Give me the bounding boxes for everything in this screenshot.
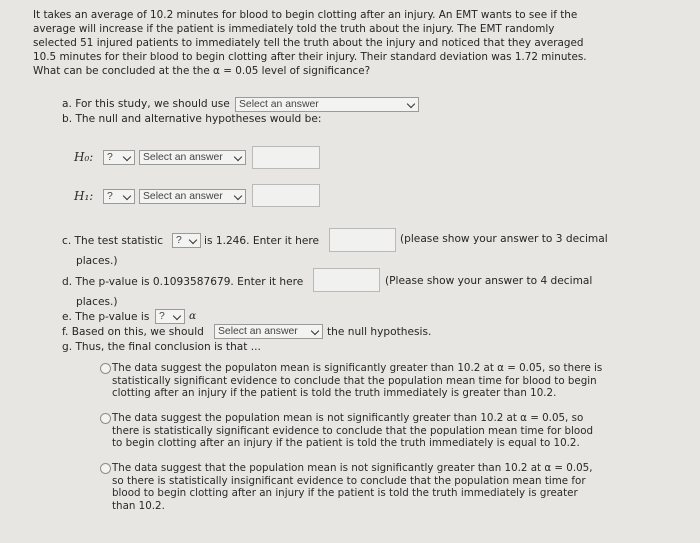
h1-parameter-select[interactable]: [139, 189, 246, 204]
problem-line: 10.5 minutes for their blood to begin clotting after their injury. Their standard deviation was 1.72 minutes.: [33, 51, 587, 63]
p-value-compare-select[interactable]: [155, 309, 185, 324]
select-value: ?: [107, 191, 113, 202]
part-c-label: c. The test statistic: [62, 235, 164, 247]
part-d-note: (Please show your answer to 4 decimal: [385, 275, 593, 287]
select-value: Select an answer: [218, 326, 298, 337]
part-f-suffix: the null hypothesis.: [327, 326, 432, 338]
option-line: clotting after an injury if the patient is told the truth immediately is greater than 10.2.: [112, 387, 557, 400]
problem-line: average will increase if the patient is immediately told the truth about the injury. The EMT randomly: [33, 23, 555, 35]
option-line: to begin clotting after an injury if the patient is told the truth immediately is equal to 10.2.: [112, 437, 580, 450]
select-value: ?: [107, 152, 113, 163]
conclusion-radio-2[interactable]: [100, 413, 111, 424]
part-a-label: a. For this study, we should use: [62, 98, 230, 110]
option-line: than 10.2.: [112, 499, 165, 512]
chevron-down-icon: [173, 312, 181, 320]
chevron-down-icon: [234, 192, 242, 200]
problem-line: selected 51 injured patients to immediately tell the truth about the injury and noticed that they averaged: [33, 37, 584, 49]
test-type-select[interactable]: [235, 97, 419, 112]
chevron-down-icon: [123, 192, 131, 200]
option-line: The data suggest the population mean is not significantly greater than 10.2 at α = 0.05, so: [112, 412, 584, 424]
option-line: blood to begin clotting after an injury if the patient is told the truth immediately is greater: [112, 487, 578, 500]
option-line: so there is statistically insignificant evidence to conclude that the population mean time for: [112, 474, 586, 487]
part-g-label: g. Thus, the final conclusion is that ...: [62, 341, 261, 353]
option-line: The data suggest the populaton mean is significantly greater than 10.2 at α = 0.05, so there is: [112, 362, 603, 374]
select-value: ?: [159, 311, 165, 322]
chevron-down-icon: [123, 153, 131, 161]
conclusion-option-1[interactable]: [112, 362, 632, 400]
h1-operator-select[interactable]: [103, 189, 135, 204]
part-b-label: b. The null and alternative hypotheses would be:: [62, 113, 322, 125]
conclusion-radio-3[interactable]: [100, 463, 111, 474]
part-e-label: e. The p-value is: [62, 311, 150, 323]
select-value: Select an answer: [143, 152, 223, 163]
part-c-note-cont: places.): [76, 255, 118, 267]
h0-operator-select[interactable]: [103, 150, 135, 165]
part-c-text: is 1.246. Enter it here: [204, 235, 320, 247]
h1-value-input[interactable]: [252, 184, 320, 207]
select-value: ?: [176, 235, 182, 246]
part-d-label: d. The p-value is 0.1093587679. Enter it here: [62, 276, 304, 288]
test-statistic-input[interactable]: [329, 228, 396, 252]
option-line: The data suggest that the population mean is not significantly greater than 10.2 at α = 0.05,: [112, 462, 593, 474]
chevron-down-icon: [311, 327, 319, 335]
conclusion-radio-1[interactable]: [100, 363, 111, 374]
select-value: Select an answer: [239, 99, 319, 110]
option-line: there is statistically significant evidence to conclude that the population mean time for blood: [112, 424, 594, 437]
conclusion-option-3[interactable]: [112, 462, 632, 512]
h0-parameter-select[interactable]: [139, 150, 246, 165]
problem-line: What can be concluded at the the α = 0.05 level of significance?: [33, 65, 371, 77]
chevron-down-icon: [407, 100, 415, 108]
part-c-note: (please show your answer to 3 decimal: [400, 233, 608, 245]
p-value-input[interactable]: [313, 268, 380, 292]
part-d-note-cont: places.): [76, 296, 118, 308]
chevron-down-icon: [234, 153, 242, 161]
decision-select[interactable]: [214, 324, 323, 339]
option-line: statistically significant evidence to conclude that the population mean time for blood to begin: [112, 374, 597, 387]
problem-statement: [33, 8, 633, 78]
h0-value-input[interactable]: [252, 146, 320, 169]
h0-symbol: H₀:: [74, 150, 94, 164]
part-f-label: f. Based on this, we should: [62, 326, 204, 338]
select-value: Select an answer: [143, 191, 223, 202]
alpha-symbol: α: [189, 310, 197, 322]
h1-symbol: H₁:: [74, 189, 94, 203]
chevron-down-icon: [189, 236, 197, 244]
test-statistic-select[interactable]: [172, 233, 201, 248]
problem-line: It takes an average of 10.2 minutes for blood to begin clotting after an injury. An EMT wants to see if the: [33, 9, 578, 21]
conclusion-option-2[interactable]: [112, 412, 632, 450]
